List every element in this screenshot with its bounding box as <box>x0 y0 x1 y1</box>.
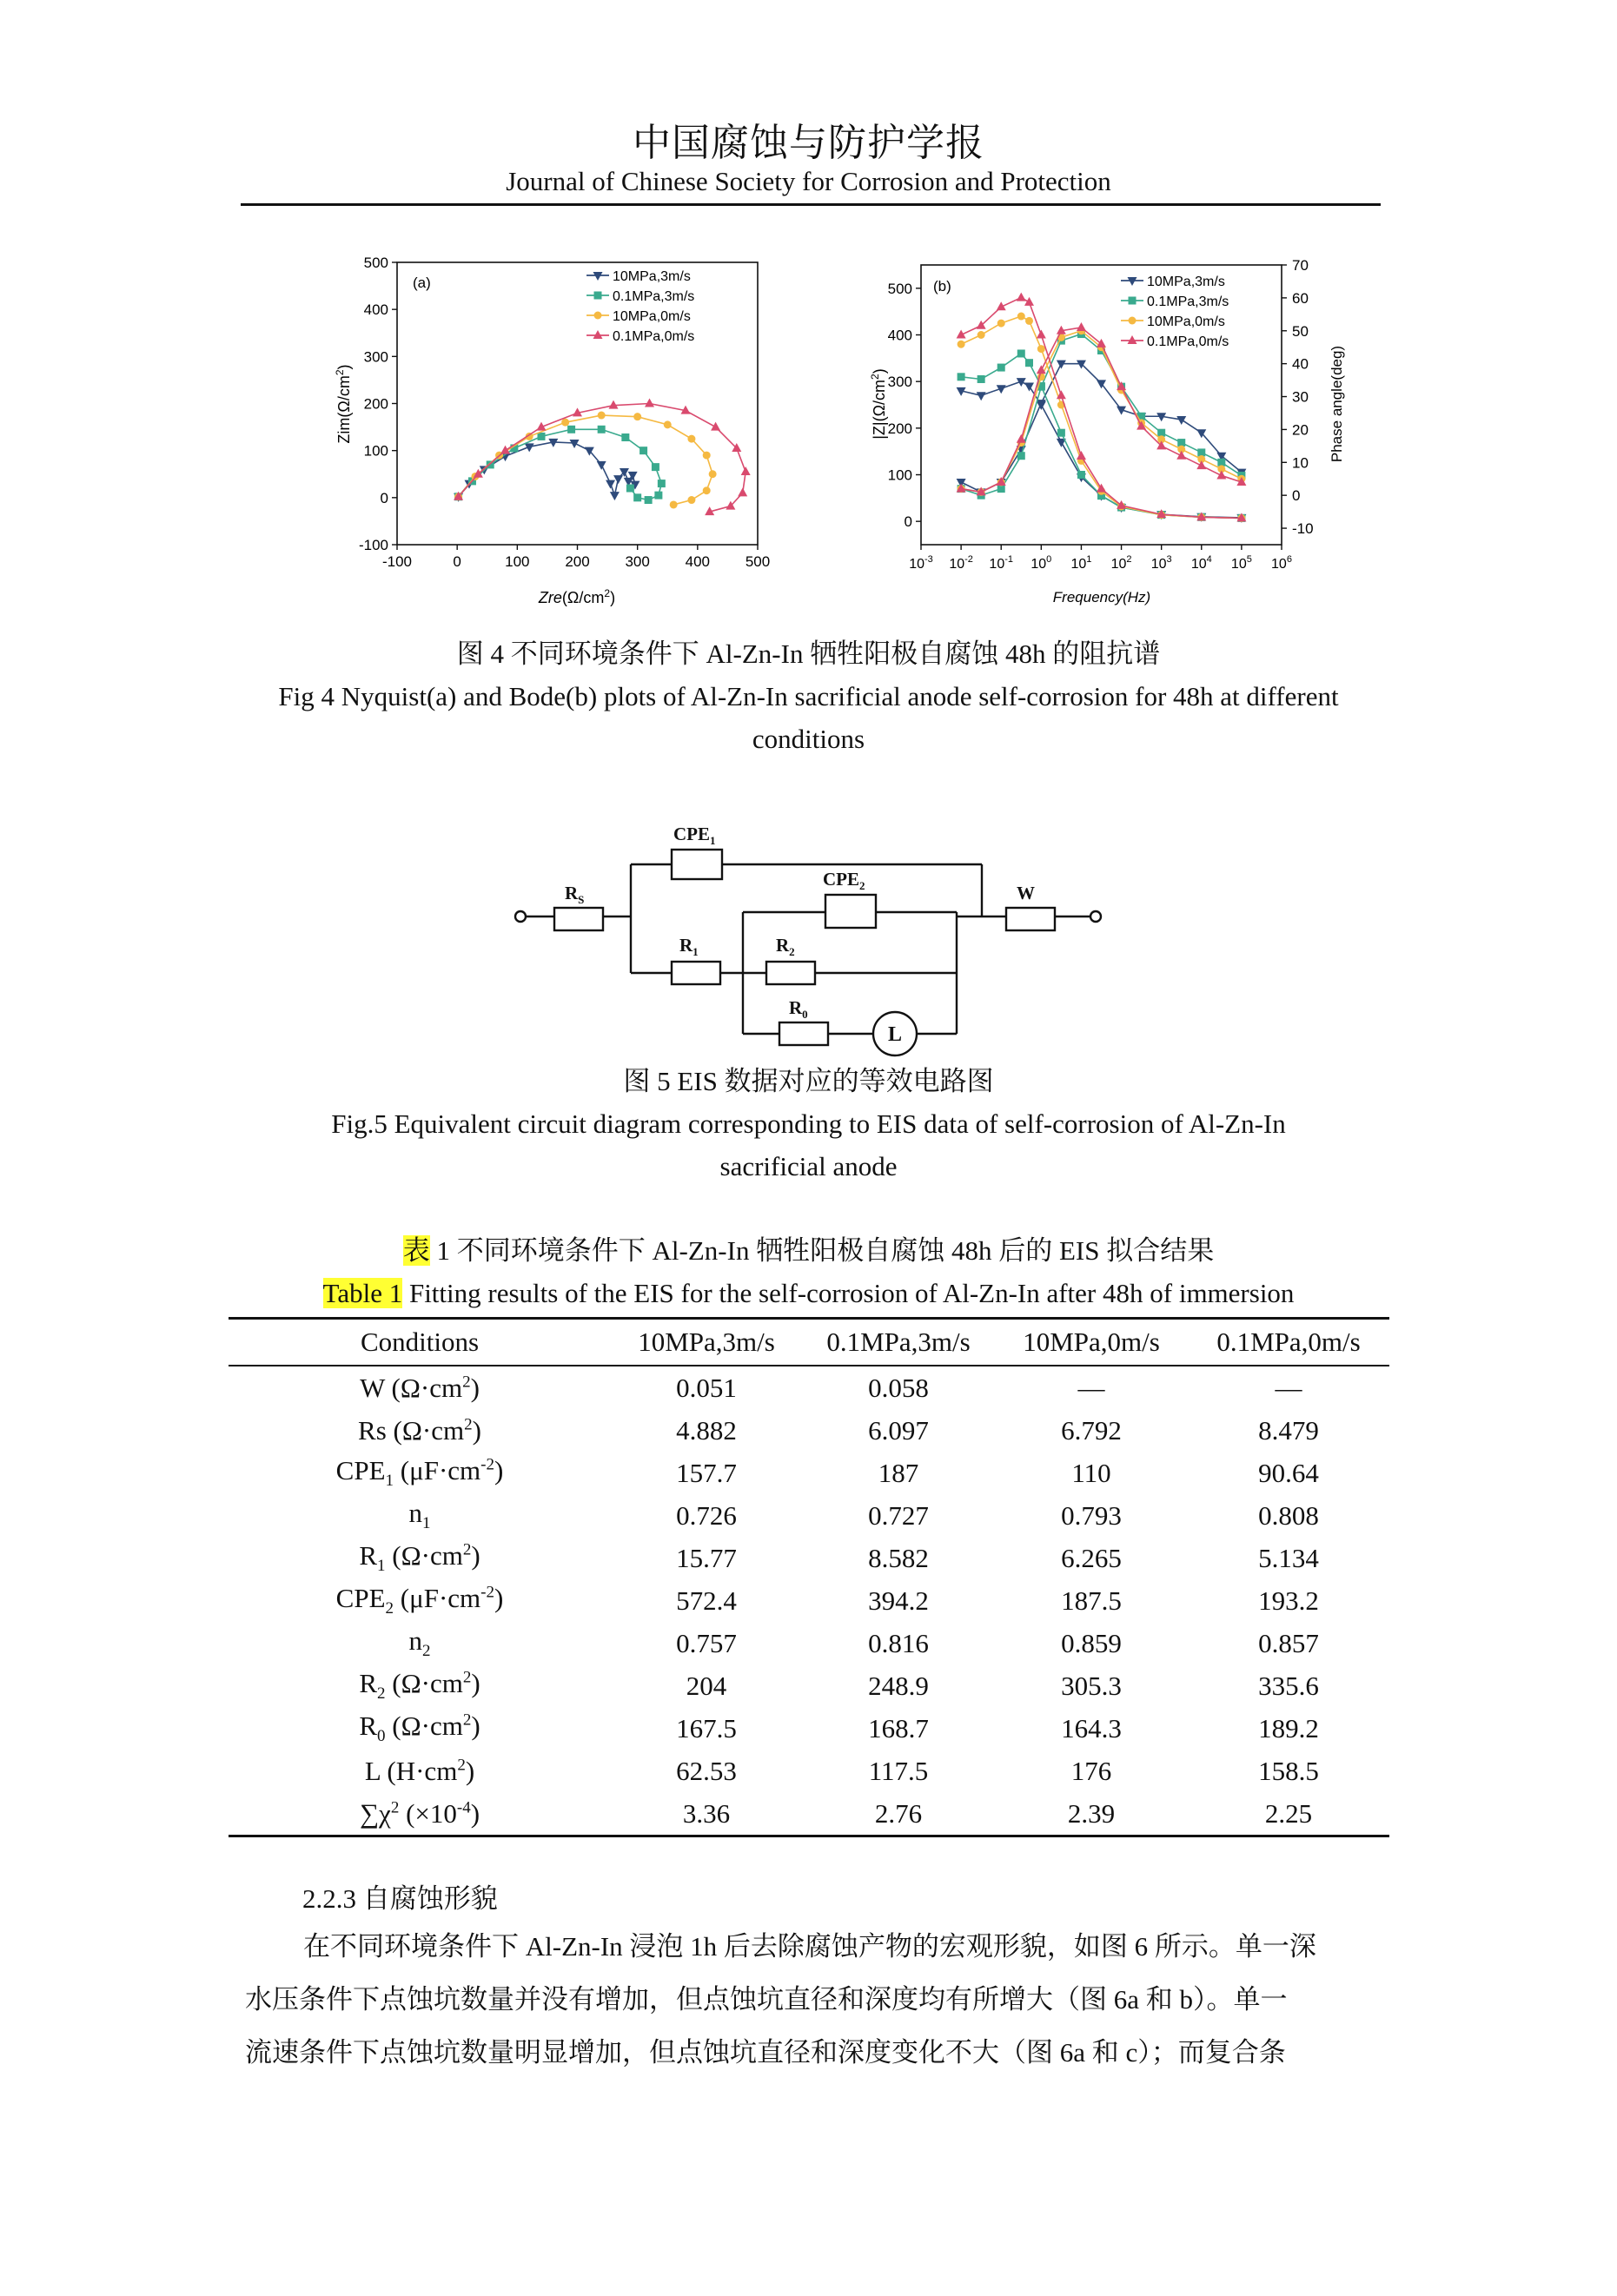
nyquist-data-point <box>738 487 747 496</box>
bode-y-left-label: $|Z|(\Omega/cm^2)$ <box>869 368 888 440</box>
fig5-caption-cn: 图 5 EIS 数据对应的等效电路图 <box>623 1066 994 1096</box>
nyquist-panel-label: (a) <box>413 275 431 291</box>
bode-phase-point <box>1196 460 1206 469</box>
bode-x-tick-label: $10^{-1}$ <box>989 554 1014 572</box>
value-cell: 8.582 <box>868 1542 929 1573</box>
value-cell: 15.77 <box>676 1542 737 1573</box>
col-header-0.1mpa-0ms: 0.1MPa,0m/s <box>1188 1319 1389 1366</box>
nyquist-data-point <box>561 419 569 427</box>
table1-caption-cn-highlight: 表 <box>402 1235 430 1266</box>
nyquist-data-point <box>645 496 653 504</box>
table1-caption-en-highlight: Table 1 <box>322 1278 403 1308</box>
col-header-conditions: Conditions <box>229 1319 611 1366</box>
value-cell: 176 <box>1070 1755 1112 1786</box>
bode-modulus-point <box>1037 330 1046 339</box>
param-cell: Rs $(\Omega\cdot cm^2)$ <box>358 1414 481 1446</box>
nyquist-chart <box>330 248 799 617</box>
value-cell: 4.882 <box>676 1414 737 1446</box>
value-cell: 0.051 <box>676 1372 737 1403</box>
nyquist-data-point <box>652 463 659 471</box>
bode-y-right-tick-label: 10 <box>1292 454 1309 472</box>
param-cell: $n_2$ <box>408 1624 431 1661</box>
bode-phase-point <box>1037 400 1046 408</box>
equivalent-circuit-diagram <box>513 804 1112 1064</box>
eis-fitting-table <box>229 1317 1389 1837</box>
bode-x-tick-label: $10^2$ <box>1110 554 1132 572</box>
bode-phase-point <box>1017 452 1025 460</box>
param-cell: $\sum\chi^2$ $(\times 10^{-4})$ <box>229 1792 611 1836</box>
bode-modulus-point <box>958 373 965 380</box>
bode-modulus-point <box>1057 429 1065 437</box>
resistor-r0 <box>779 1022 828 1045</box>
value-cell: 248.9 <box>868 1670 929 1701</box>
section-paragraph <box>245 1920 1375 2079</box>
label-w: W <box>1017 883 1035 903</box>
value-cell: 0.757 <box>676 1627 737 1658</box>
nyquist-data-point <box>597 461 606 470</box>
param-cell: $CPE_1$ $(\mu F\cdot cm^{-2})$ <box>335 1454 504 1491</box>
bode-phase-point <box>1097 339 1106 347</box>
value-cell: 0.857 <box>1258 1627 1319 1658</box>
bode-legend-marker <box>1128 277 1137 286</box>
value-cell: 6.265 <box>1061 1542 1122 1573</box>
bode-y-left-tick-label: 100 <box>887 466 912 484</box>
bode-modulus-point <box>977 392 986 400</box>
nyquist-data-point <box>626 485 634 493</box>
table1-caption-en: Table 1 Fitting results of the EIS for the self-corrosion of Al-Zn-In after 48h of immersion <box>322 1278 1295 1308</box>
bode-legend-entry: 10MPa,0m/s <box>1147 314 1225 329</box>
nyquist-x-tick-label: 400 <box>685 553 711 570</box>
nyquist-y-axis-label: $Zim(\Omega/cm^2)$ <box>334 364 353 444</box>
bode-phase-point <box>1077 322 1086 331</box>
param-cell: $n_1$ <box>408 1497 431 1533</box>
nyquist-x-tick-label: 500 <box>745 553 771 570</box>
value-cell: 0.726 <box>676 1499 737 1531</box>
bode-modulus-point <box>1017 349 1025 357</box>
nyquist-data-point <box>645 399 654 407</box>
table-row <box>229 1366 1389 1409</box>
bode-modulus-point <box>1024 297 1034 306</box>
header-rule <box>241 203 1381 206</box>
nyquist-data-point <box>621 433 629 441</box>
nyquist-plot-frame <box>397 262 758 545</box>
bode-x-tick-label: $10^{-2}$ <box>949 554 973 572</box>
value-cell: — <box>1275 1372 1302 1403</box>
bode-x-tick-label: $10^3$ <box>1150 554 1172 572</box>
nyquist-data-point <box>709 470 717 478</box>
bode-y-left-tick-label: 200 <box>887 420 912 437</box>
bode-modulus-point <box>1025 317 1033 325</box>
table-row <box>229 1792 1389 1836</box>
bode-x-tick-label: $10^0$ <box>1031 554 1052 572</box>
value-cell: 5.134 <box>1258 1542 1319 1573</box>
nyquist-data-point <box>711 422 720 431</box>
col-header-0.1mpa-3ms: 0.1MPa,3m/s <box>802 1319 995 1366</box>
value-cell: 305.3 <box>1061 1670 1122 1701</box>
label-r2: $R_2$ <box>776 935 795 958</box>
param-cell: $CPE_2$ $(\mu F\cdot cm^{-2})$ <box>335 1582 504 1618</box>
bode-x-axis-label: Frequency(Hz) <box>1052 589 1151 605</box>
value-cell: 8.479 <box>1258 1414 1319 1446</box>
param-cell: $R_0$ $(\Omega\cdot cm^2)$ <box>359 1710 480 1746</box>
bode-legend-marker <box>1129 297 1137 305</box>
nyquist-data-point <box>654 492 662 500</box>
bode-phase-line <box>961 334 1242 496</box>
table-row <box>229 1664 1389 1707</box>
nyquist-y-tick-label: 400 <box>363 301 388 319</box>
nyquist-x-tick-label: 300 <box>625 553 650 570</box>
table-row <box>229 1579 1389 1622</box>
bode-legend-marker <box>1128 335 1137 344</box>
bode-x-tick-label: $10^5$ <box>1230 554 1252 572</box>
nyquist-data-point <box>670 500 678 508</box>
bode-modulus-point <box>977 331 985 339</box>
nyquist-data-point <box>633 413 641 420</box>
bode-chart <box>860 248 1355 617</box>
nyquist-data-point <box>703 452 711 460</box>
nyquist-data-point <box>613 475 623 484</box>
nyquist-data-point <box>741 466 751 475</box>
bode-y-right-tick-label: 60 <box>1292 289 1309 307</box>
bode-modulus-point <box>1017 293 1026 301</box>
nyquist-data-point <box>610 492 620 500</box>
value-cell: 164.3 <box>1061 1712 1122 1744</box>
label-l: L <box>887 1023 903 1046</box>
resistor-rs <box>554 908 603 930</box>
value-cell: 90.64 <box>1258 1457 1319 1488</box>
fig4-caption-en-1: Fig 4 Nyquist(a) and Bode(b) plots of Al-Zn-In sacrificial anode self-corrosion for 48h at different <box>278 681 1339 711</box>
nyquist-y-tick-label: 100 <box>363 442 388 460</box>
value-cell: 0.727 <box>868 1499 929 1531</box>
bode-y-right-tick-label: 70 <box>1292 257 1309 274</box>
bode-y-right-tick-label: 30 <box>1292 388 1309 406</box>
nyquist-legend-marker <box>593 330 603 339</box>
bode-x-tick-label: $10^1$ <box>1070 554 1092 572</box>
value-cell: 2.76 <box>802 1792 995 1836</box>
bode-phase-point <box>1017 434 1026 443</box>
table-row <box>229 1750 1389 1792</box>
table-row <box>229 1707 1389 1750</box>
bode-modulus-point <box>977 375 985 383</box>
label-cpe1: $CPE_1$ <box>673 824 716 847</box>
bode-y-left-tick-label: 300 <box>887 374 912 391</box>
param-cell: $R_2$ $(\Omega\cdot cm^2)$ <box>359 1667 480 1704</box>
nyquist-data-point <box>598 412 606 420</box>
bode-phase-point <box>1176 451 1186 460</box>
value-cell: 2.25 <box>1188 1792 1389 1836</box>
nyquist-y-tick-label: 200 <box>363 395 388 413</box>
label-r1: $R_1$ <box>679 935 699 958</box>
nyquist-data-point <box>664 420 672 428</box>
nyquist-legend-marker <box>594 292 602 300</box>
value-cell: 167.5 <box>676 1712 737 1744</box>
resistor-r2 <box>766 962 815 984</box>
bode-legend-marker <box>1129 317 1137 325</box>
value-cell: 0.793 <box>1061 1499 1122 1531</box>
bode-phase-point <box>1176 416 1186 425</box>
value-cell: 193.2 <box>1258 1585 1319 1616</box>
table1-caption-cn: 表 1 不同环境条件下 Al-Zn-In 牺牲阳极自腐蚀 48h 后的 EIS 拟合结果 <box>402 1235 1215 1266</box>
value-cell: 168.7 <box>868 1712 929 1744</box>
fig5-caption-en-2: sacrificial anode <box>719 1151 898 1181</box>
nyquist-x-axis-label: $Zre(\Omega/cm^2)$ <box>538 587 616 606</box>
value-cell: 0.058 <box>868 1372 929 1403</box>
bode-x-tick-label: $10^{-3}$ <box>909 554 933 572</box>
table-row <box>229 1409 1389 1452</box>
fig5-caption-en-1: Fig.5 Equivalent circuit diagram corresponding to EIS data of self-corrosion of Al-Zn-In <box>331 1108 1286 1139</box>
bode-modulus-point <box>997 364 1005 372</box>
journal-title-cn: 中国腐蚀与防护学报 <box>633 122 984 164</box>
col-header-10mpa-0ms: 10MPa,0m/s <box>995 1319 1188 1366</box>
bode-phase-point <box>1057 361 1066 369</box>
value-cell: 158.5 <box>1258 1755 1319 1786</box>
value-cell: 110 <box>1071 1457 1111 1488</box>
nyquist-x-tick-label: 0 <box>453 553 461 570</box>
nyquist-data-point <box>606 480 615 489</box>
nyquist-legend-entry: 10MPa,0m/s <box>613 309 691 324</box>
paragraph-line: 流速条件下点蚀坑数量明显增加，但点蚀坑直径和深度变化不大（图 6a 和 c）；而复合条 <box>245 2037 1286 2068</box>
param-cell: L $(H\cdot cm^2)$ <box>364 1755 475 1786</box>
bode-y-left-tick-label: 500 <box>887 280 912 297</box>
nyquist-x-tick-label: 100 <box>505 553 530 570</box>
paragraph-line: 水压条件下点蚀坑数量并没有增加，但点蚀坑直径和深度均有所增大（图 6a 和 b）。单一 <box>245 1984 1288 2015</box>
nyquist-y-tick-label: -100 <box>358 537 388 553</box>
nyquist-legend-entry: 0.1MPa,3m/s <box>613 289 695 304</box>
bode-y-right-tick-label: 50 <box>1292 322 1309 340</box>
nyquist-data-point <box>687 435 695 443</box>
nyquist-y-tick-label: 500 <box>363 255 388 271</box>
nyquist-data-point <box>598 426 606 433</box>
cpe2-element <box>825 895 876 928</box>
label-r0: $R_0$ <box>789 997 808 1021</box>
value-cell: 187.5 <box>1061 1585 1122 1616</box>
fig4-caption-cn: 图 4 不同环境条件下 Al-Zn-In 牺牲阳极自腐蚀 48h 的阻抗谱 <box>456 639 1161 669</box>
bode-x-tick-label: $10^6$ <box>1271 554 1292 572</box>
bode-modulus-point <box>1037 345 1045 353</box>
value-cell: 0.859 <box>1061 1627 1122 1658</box>
nyquist-y-tick-label: 0 <box>380 489 388 506</box>
bode-legend-entry: 0.1MPa,3m/s <box>1147 294 1229 309</box>
bode-y-left-tick-label: 400 <box>887 327 912 344</box>
nyquist-data-point <box>570 440 580 448</box>
label-cpe2: $CPE_2$ <box>823 869 865 892</box>
table-header-row <box>229 1319 1389 1366</box>
value-cell: 335.6 <box>1258 1670 1319 1701</box>
bode-phase-point <box>1216 470 1226 479</box>
nyquist-data-point <box>567 426 575 433</box>
nyquist-data-point <box>658 480 666 487</box>
bode-y-right-tick-label: -10 <box>1292 520 1314 538</box>
nyquist-legend-entry: 10MPa,3m/s <box>613 269 691 284</box>
nyquist-legend-entry: 0.1MPa,0m/s <box>613 329 695 344</box>
bode-modulus-point <box>1077 471 1085 479</box>
label-rs: $R_S$ <box>565 883 585 906</box>
table-row <box>229 1622 1389 1664</box>
fig4-caption-en-2: conditions <box>752 724 865 754</box>
output-terminal <box>1090 911 1101 922</box>
col-header-10mpa-3ms: 10MPa,3m/s <box>611 1319 802 1366</box>
input-terminal <box>515 911 526 922</box>
nyquist-y-tick-label: 300 <box>363 348 388 366</box>
paragraph-line: 在不同环境条件下 Al-Zn-In 浸泡 1h 后去除腐蚀产物的宏观形貌，如图 6 所示。单一深 <box>303 1931 1316 1962</box>
value-cell: 2.39 <box>995 1792 1188 1836</box>
nyquist-data-point <box>640 447 647 454</box>
value-cell: 0.808 <box>1258 1499 1319 1531</box>
value-cell: 157.7 <box>676 1457 737 1488</box>
bode-modulus-point <box>958 341 965 348</box>
bode-y-right-label: Phase angle(deg) <box>1329 345 1345 463</box>
param-cell: W $(\Omega\cdot cm^2)$ <box>360 1372 480 1403</box>
value-cell: 394.2 <box>868 1585 929 1616</box>
journal-title-en: Journal of Chinese Society for Corrosion and Protection <box>506 166 1111 196</box>
nyquist-legend-marker <box>594 312 602 320</box>
value-cell: 6.097 <box>868 1414 929 1446</box>
bode-y-right-tick-label: 40 <box>1292 355 1309 373</box>
resistor-r1 <box>672 962 720 984</box>
table-row <box>229 1452 1389 1494</box>
nyquist-data-point <box>687 496 695 504</box>
bode-panel-label: (b) <box>933 278 951 294</box>
value-cell: 572.4 <box>676 1585 737 1616</box>
cpe1-element <box>672 850 722 879</box>
bode-legend-entry: 0.1MPa,0m/s <box>1147 334 1229 349</box>
bode-y-right-tick-label: 20 <box>1292 421 1309 439</box>
value-cell: 3.36 <box>611 1792 802 1836</box>
nyquist-data-point <box>538 433 546 440</box>
nyquist-x-tick-label: -100 <box>381 553 413 570</box>
nyquist-data-point <box>633 493 641 501</box>
bode-y-left-tick-label: 0 <box>904 513 912 531</box>
value-cell: 187 <box>878 1457 919 1488</box>
section-heading: 2.2.3 自腐蚀形貌 <box>302 1883 498 1914</box>
table-row <box>229 1494 1389 1537</box>
nyquist-legend-marker <box>593 272 603 281</box>
value-cell: 117.5 <box>868 1755 929 1786</box>
table-row <box>229 1537 1389 1579</box>
value-cell: 189.2 <box>1258 1712 1319 1744</box>
value-cell: 0.816 <box>868 1627 929 1658</box>
param-cell: $R_1$ $(\Omega\cdot cm^2)$ <box>359 1539 480 1576</box>
value-cell: 62.53 <box>676 1755 737 1786</box>
bode-modulus-point <box>1017 313 1025 321</box>
value-cell: — <box>1077 1372 1105 1403</box>
value-cell: 6.792 <box>1061 1414 1122 1446</box>
bode-x-tick-label: $10^4$ <box>1190 554 1212 572</box>
nyquist-x-tick-label: 200 <box>565 553 590 570</box>
value-cell: 204 <box>686 1670 727 1701</box>
bode-y-right-tick-label: 0 <box>1292 487 1301 505</box>
nyquist-data-point <box>703 486 711 494</box>
warburg-element <box>1006 908 1055 930</box>
bode-legend-entry: 10MPa,3m/s <box>1147 275 1225 289</box>
bode-modulus-point <box>997 320 1005 328</box>
bode-modulus-point <box>1025 359 1033 367</box>
